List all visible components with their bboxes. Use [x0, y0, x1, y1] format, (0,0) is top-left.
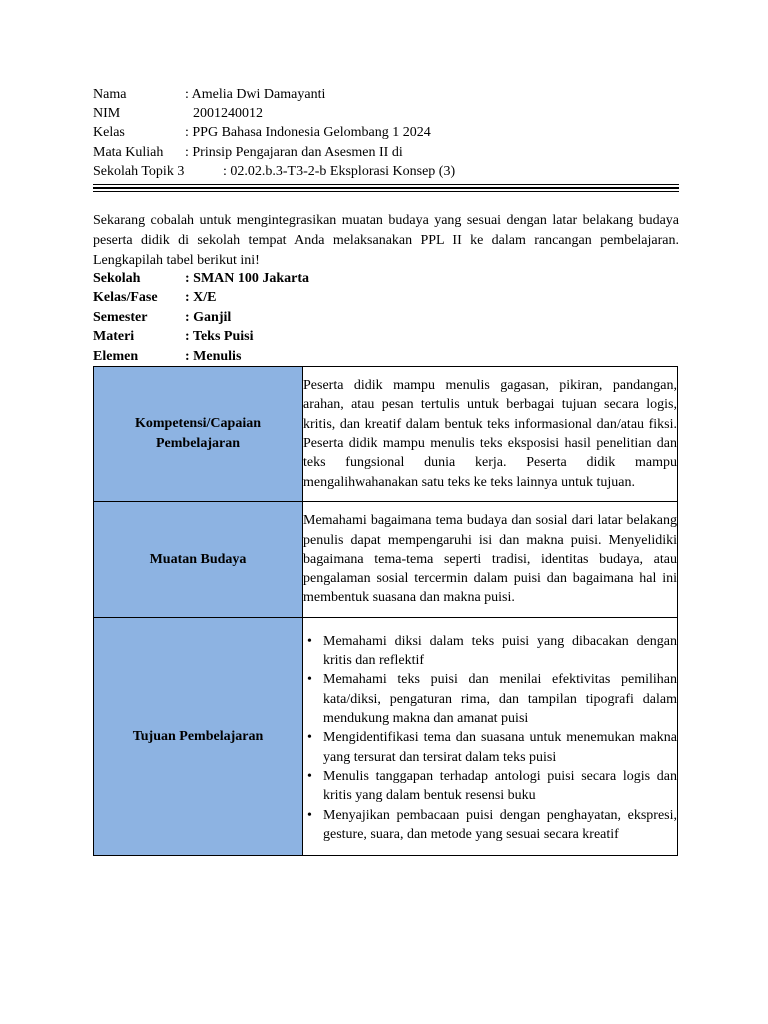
list-item: • Menyajikan pembacaan puisi dengan penghayatan, ekspresi, gesture, suara, dan metode yang sesuai secara kreatif [323, 806, 677, 845]
elemen-label: Elemen [93, 348, 139, 364]
tujuan-body-cell [303, 618, 678, 856]
kelasfase-value: : X/E [185, 290, 217, 306]
nim-value: 2001240012 [193, 106, 263, 122]
sekolah-label: Sekolah [93, 271, 141, 286]
tujuan-header-cell: Tujuan Pembelajaran [94, 618, 303, 856]
list-item: • Memahami teks puisi dan menilai efektivitas pemilihan kata/diksi, pengaturan rima, dan tampilan tipografi dalam mendukung makna dan amanat puisi [323, 670, 677, 728]
nama-label: Nama [93, 87, 127, 102]
elemen-row [93, 347, 679, 366]
table-row-muatan-budaya [94, 502, 678, 618]
materi-label: Materi [93, 329, 135, 345]
muatan-budaya-body-cell [303, 502, 678, 618]
semester-row [93, 308, 679, 327]
matakuliah-value: : Prinsip Pengajaran dan Asesmen II di [185, 144, 403, 160]
header-divider-top [93, 184, 679, 185]
topik-row [93, 162, 679, 181]
kompetensi-header-cell: Kompetensi/Capaian Pembelajaran [94, 367, 303, 502]
kompetensi-text: Peserta didik mampu menulis gagasan, pikiran, pandangan, arahan, atau pesan tertulis untuk berbagai tujuan secara logis, kritis, dan kreatif dalam bentuk teks informasional dan/atau fiksi. Peserta didik mampu menulis teks eksposisi hasil penelitian dan teks fungsional dunia kerja. Peserta didik mampu mengalihwahanakan satu teks ke teks lainnya untuk tujuan. [303, 378, 677, 490]
elemen-value: : Menulis [185, 348, 242, 364]
header-divider-bottom [93, 191, 679, 192]
muatan-budaya-header-cell: Muatan Budaya [94, 502, 303, 618]
list-item: • Menulis tanggapan terhadap antologi puisi secara logis dan kritis yang dalam bentuk resensi buku [323, 767, 677, 806]
tujuan-list [303, 632, 677, 844]
lesson-meta [93, 269, 679, 366]
muatan-budaya-text: Memahami bagaimana tema budaya dan sosial dari latar belakang penulis dapat mempengaruhi isi dan makna puisi. Menyelidiki bagaimana tema-tema seperti tradisi, identitas budaya, atau pengalaman sosial tercermin dalam puisi dan bagaimana hal ini membentuk suasana dan makna puisi. [303, 513, 677, 606]
nama-value: : Amelia Dwi Damayanti [185, 87, 326, 102]
nim-label: NIM [93, 106, 121, 122]
sekolah-value: : SMAN 100 Jakarta [185, 271, 310, 286]
topik-label: Sekolah Topik 3 [93, 163, 185, 179]
kelas-value: : PPG Bahasa Indonesia Gelombang 1 2024 [185, 125, 431, 141]
identity-header [93, 85, 679, 181]
table-row-kompetensi [94, 367, 678, 502]
kelas-label: Kelas [93, 125, 125, 141]
nama-row [93, 85, 679, 104]
semester-value: : Ganjil [185, 309, 232, 325]
matakuliah-row [93, 143, 679, 162]
sekolah-row [93, 269, 679, 288]
materi-value: : Teks Puisi [185, 329, 254, 345]
header-divider-middle [93, 187, 679, 189]
kelas-row [93, 123, 679, 142]
topik-value: : 02.02.b.3-T3-2-b Eksplorasi Konsep (3) [223, 163, 456, 179]
kelasfase-label: Kelas/Fase [93, 290, 158, 306]
matakuliah-label: Mata Kuliah [93, 144, 164, 160]
list-item: • Mengidentifikasi tema dan suasana untuk menemukan makna yang tersurat dan tersirat dalam teks puisi [323, 728, 677, 767]
semester-label: Semester [93, 309, 148, 325]
kelasfase-row [93, 288, 679, 307]
materi-row [93, 327, 679, 346]
nim-row [93, 104, 679, 123]
kompetensi-body-cell [303, 367, 678, 502]
list-item: • Memahami diksi dalam teks puisi yang dibacakan dengan kritis dan reflektif [323, 632, 677, 671]
table-row-tujuan [94, 618, 678, 856]
intro-paragraph: Sekarang cobalah untuk mengintegrasikan muatan budaya yang sesuai dengan latar belakang budaya peserta didik di sekolah tempat Anda melaksanakan PPL II ke dalam rancangan pembelajaran. Lengkapilah tabel berikut ini! [93, 213, 679, 268]
learning-plan-table [93, 366, 678, 856]
